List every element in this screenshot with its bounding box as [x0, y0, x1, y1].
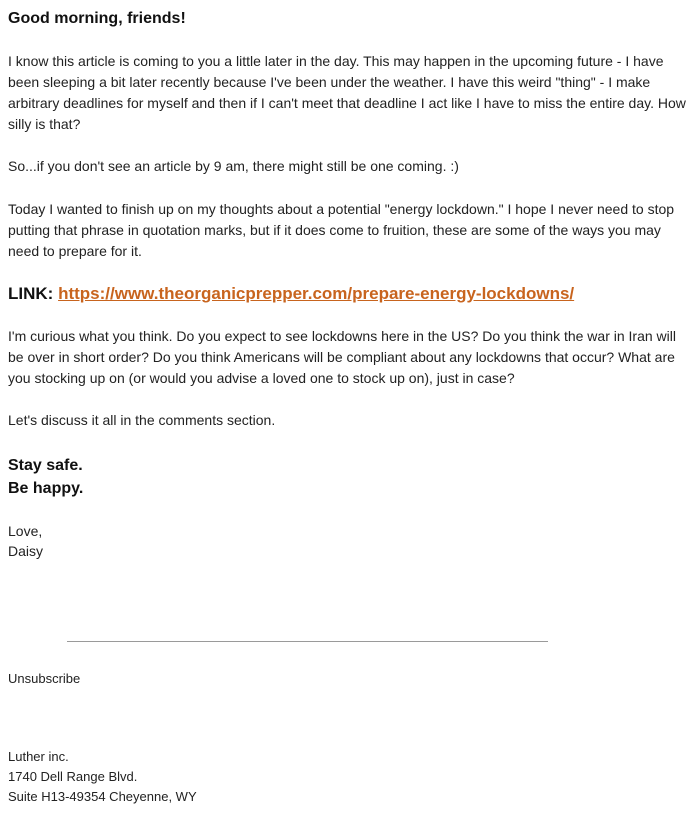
address-street: 1740 Dell Range Blvd. — [8, 769, 138, 784]
address-suite-city: Suite H13-49354 Cheyenne, WY — [8, 789, 197, 804]
signoff — [8, 454, 83, 500]
footer-address — [8, 747, 197, 807]
link-label: LINK: — [8, 284, 54, 303]
paragraph-intro: I know this article is coming to you a little later in the day. This may happen in the upcoming future - I have been sleeping a bit later recently because I've been under the weather. I have this weird "thing" - I make arbitrary deadlines for myself and then if I can't meet that deadline I act like I have to miss the entire day. How silly is that? — [8, 53, 686, 132]
greeting: Good morning, friends! — [8, 10, 186, 27]
closing-love: Love, — [8, 523, 43, 539]
signoff-be-happy: Be happy. — [8, 480, 84, 497]
paragraph-energy-lockdown: Today I wanted to finish up on my thoughts about a potential "energy lockdown." I hope I never need to stop putting that phrase in quotation marks, but if it does come to fruition, these are some of the ways you may need to prepare for it. — [8, 201, 675, 259]
footer-divider — [67, 641, 548, 642]
paragraph-discuss: Let's discuss it all in the comments section. — [8, 412, 276, 428]
closing — [8, 521, 43, 561]
article-link-line — [8, 283, 574, 305]
address-company: Luther inc. — [8, 749, 69, 764]
signoff-stay-safe: Stay safe. — [8, 457, 83, 474]
paragraph-questions: I'm curious what you think. Do you expect to see lockdowns here in the US? Do you think the war in Iran will be over in short order? Do you think Americans will be compliant about any lockdowns that occur? What are you stocking up on (or would you advise a loved one to stock up on), just in case? — [8, 328, 677, 386]
article-link[interactable]: https://www.theorganicprepper.com/prepare-energy-lockdowns/ — [58, 284, 575, 303]
paragraph-article-timing: So...if you don't see an article by 9 am, there might still be one coming. :) — [8, 158, 459, 174]
unsubscribe-link[interactable]: Unsubscribe — [8, 671, 81, 686]
closing-author: Daisy — [8, 543, 44, 559]
